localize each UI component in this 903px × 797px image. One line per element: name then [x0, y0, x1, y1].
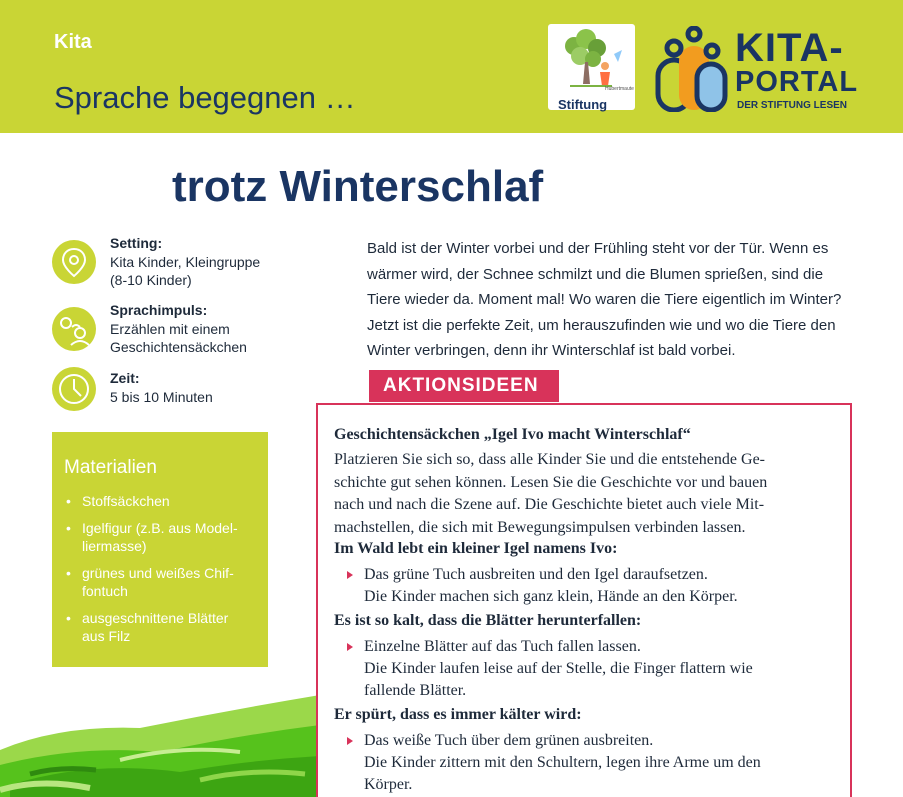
- list-item-line: fontuch: [82, 583, 128, 599]
- portal-title-line1: KITA-: [735, 26, 844, 70]
- header-title: Sprache begegnen …: [54, 80, 356, 115]
- portal-title-line2: PORTAL: [735, 66, 859, 98]
- list-item-line: • Igelfigur (z.B. aus Model-: [82, 520, 238, 536]
- step-body: [364, 730, 834, 796]
- speech-people-icon: [52, 307, 96, 351]
- materials-title: Materialien: [64, 457, 157, 478]
- setting-value-line2: (8-10 Kinder): [110, 272, 192, 288]
- triangle-bullet-icon: [347, 737, 353, 745]
- step-line: Das weiße Tuch über dem grünen ausbreiten.: [364, 732, 654, 749]
- step-body: [364, 564, 834, 608]
- list-item: [64, 492, 264, 510]
- setting-label: Setting:: [110, 235, 163, 251]
- step-heading: Er spürt, dass es immer kälter wird:: [334, 706, 582, 723]
- step-line: Die Kinder laufen leise auf der Stelle, die Finger flattern wie: [364, 660, 753, 677]
- step-heading: Es ist so kalt, dass die Blätter herunterfallen:: [334, 612, 642, 629]
- step-body: [364, 636, 834, 702]
- step-heading: Im Wald lebt ein kleiner Igel namens Ivo:: [334, 540, 618, 557]
- step-line: Die Kinder zittern mit den Schultern, legen ihre Arme um den: [364, 754, 761, 771]
- foundation-logo-small-text: Hubertmaute: [605, 86, 634, 92]
- sprachimpuls-label: Sprachimpuls:: [110, 302, 208, 318]
- step-line: Einzelne Blätter auf das Tuch fallen lassen.: [364, 638, 641, 655]
- step-line: Die Kinder machen sich ganz klein, Hände an den Körper.: [364, 588, 738, 605]
- location-pin-icon: [52, 240, 96, 284]
- intro-line: Tiere wieder da. Moment mal! Wo waren die Tiere eigentlich im Winter?: [367, 291, 842, 308]
- list-item: [64, 519, 264, 555]
- intro-line: Bald ist der Winter vorbei und der Frühling steht vor der Tür. Wenn es: [367, 240, 829, 257]
- list-item-line: liermasse): [82, 538, 147, 554]
- triangle-bullet-icon: [347, 643, 353, 651]
- action-ideas-tag: [369, 370, 559, 402]
- story-intro-line: nach und nach die Szene auf. Die Geschichte bietet auch viele Mit-: [334, 496, 765, 513]
- section-label: Kita: [54, 31, 92, 53]
- story-intro-line: Platzieren Sie sich so, dass alle Kinder Sie und die entstehende Ge-: [334, 451, 765, 468]
- story-intro-line: schichte gut sehen können. Lesen Sie die Geschichte vor und bauen: [334, 473, 768, 491]
- intro-line: Jetzt ist die perfekte Zeit, um herauszufinden wie und wo die Tiere den: [367, 316, 836, 334]
- list-item-line: • grünes und weißes Chif-: [82, 565, 234, 581]
- materials-box: [52, 432, 268, 667]
- setting-value-line1: Kita Kinder, Kleingruppe: [110, 254, 261, 270]
- list-item-line: • ausgeschnittene Blätter: [82, 610, 229, 626]
- step-line: fallende Blätter.: [364, 682, 467, 699]
- story-title: Geschichtensäckchen „Igel Ivo macht Winterschlaf“: [334, 426, 691, 443]
- story-intro: [334, 449, 814, 539]
- intro-text: [367, 236, 857, 364]
- page-title: trotz Winterschlaf: [172, 162, 544, 211]
- intro-line: Winter verbringen, denn ihr Winterschlaf ist bald vorbei.: [367, 342, 736, 359]
- foundation-logo-name: Stiftung: [558, 97, 608, 112]
- story-intro-line: machstellen, die sich mit Bewegungsimpulsen verbinden lassen.: [334, 518, 746, 536]
- header-banner: [0, 0, 903, 133]
- list-item-line: aus Filz: [82, 628, 131, 644]
- triangle-bullet-icon: [347, 571, 353, 579]
- materials-list: [64, 492, 264, 654]
- action-ideas-tag-label: AKTIONSIDEEN: [383, 375, 539, 396]
- sprachimpuls-value-line1: Erzählen mit einem: [110, 321, 230, 337]
- step-line: Das grüne Tuch ausbreiten und den Igel daraufsetzen.: [364, 566, 708, 583]
- portal-subtitle: DER STIFTUNG LESEN: [737, 100, 848, 111]
- step-line: Körper.: [364, 776, 413, 793]
- sprachimpuls-value-line2: Geschichtensäckchen: [110, 339, 247, 355]
- intro-line: wärmer wird, der Schnee schmilzt und die Blumen sprießen, sind die: [367, 265, 824, 283]
- foundation-logo: [548, 24, 635, 110]
- list-item: [64, 564, 264, 600]
- clock-icon: [52, 367, 96, 411]
- list-item-line: • Stoffsäckchen: [82, 493, 170, 509]
- kita-portal-people-icon: [655, 26, 729, 112]
- zeit-label: Zeit:: [110, 370, 140, 386]
- list-item: [64, 609, 264, 645]
- cloth-photo: [0, 690, 320, 797]
- zeit-value: 5 bis 10 Minuten: [110, 389, 213, 405]
